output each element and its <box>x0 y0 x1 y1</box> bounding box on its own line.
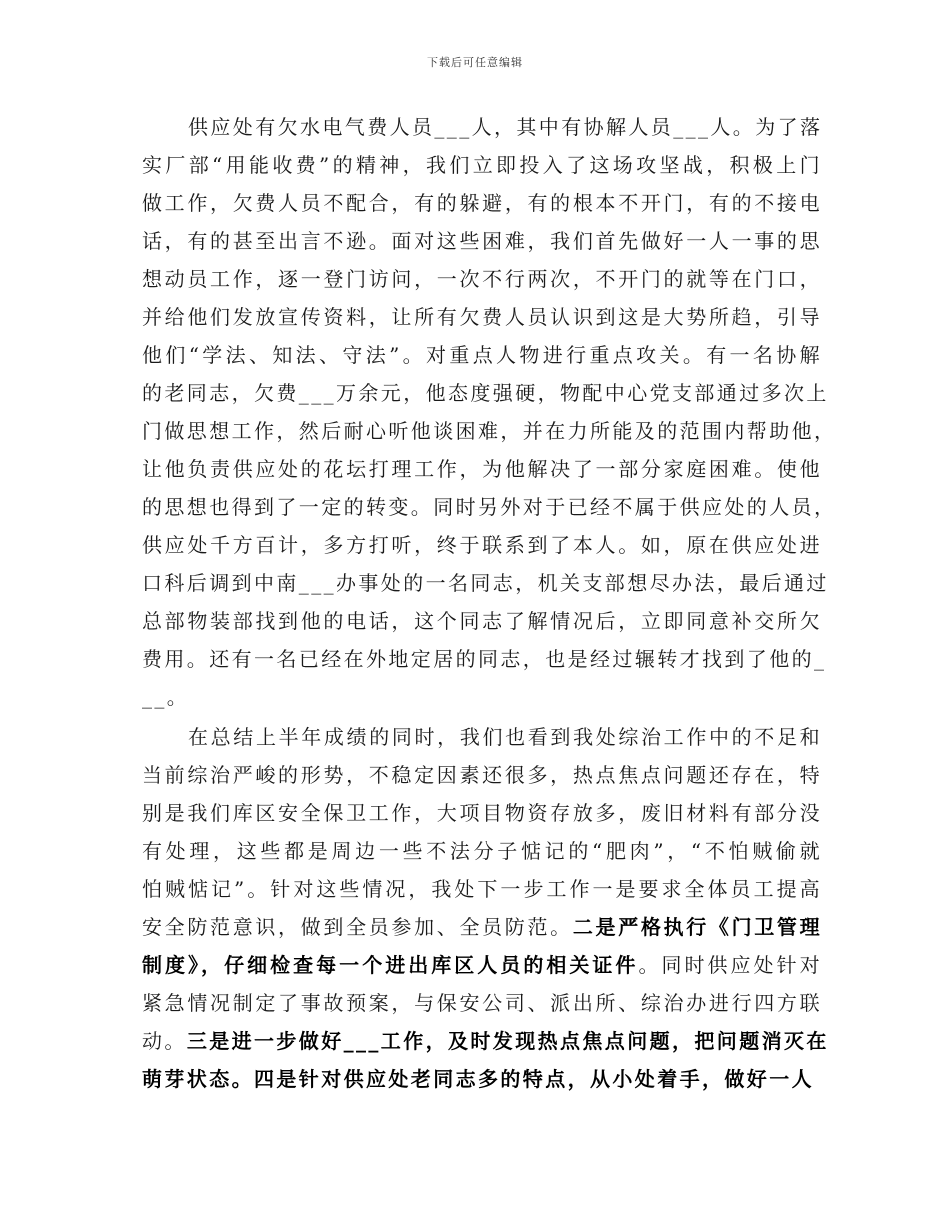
text-line <box>142 336 822 374</box>
text-line <box>142 908 822 946</box>
text-run: 门做思想工作，然后耐心听他谈困难，并在力所能及的范围内帮助他， <box>142 419 837 443</box>
text-run: 实厂部“用能收费”的精神，我们立即投入了这场攻坚战，积极上门 <box>142 153 822 177</box>
text-line <box>142 412 837 450</box>
text-line <box>142 146 822 184</box>
bold-text: 制度》，仔细检查每一个进出库区人员的相关证件 <box>142 953 639 977</box>
bold-text: 三是进一步做好___工作，及时发现热点焦点问题，把问题消灭在 <box>186 1029 829 1053</box>
text-run: 的老同志，欠费___万余元，他态度强硬，物配中心党支部通过多次上 <box>142 381 829 405</box>
text-line <box>142 870 822 908</box>
text-run: 供应处千方百计，多方打听，终于联系到了本人。如，原在供应处进 <box>142 533 822 557</box>
text-line <box>142 832 822 870</box>
text-line <box>142 1022 829 1060</box>
paragraph <box>142 108 837 716</box>
text-line <box>142 184 822 222</box>
text-line <box>142 222 822 260</box>
text-line <box>142 488 837 526</box>
text-run: 怕贼惦记”。针对这些情况，我处下一步工作一是要求全体员工提高 <box>142 877 822 901</box>
text-line <box>142 984 822 1022</box>
text-run: 有处理，这些都是周边一些不法分子惦记的“肥肉”，“不怕贼偷就 <box>142 839 822 863</box>
text-line <box>142 602 822 640</box>
text-run: __。 <box>142 685 190 709</box>
document-body <box>142 108 837 1098</box>
text-line <box>142 678 822 716</box>
text-run: 安全防范意识，做到全员参加、全员防范。 <box>142 915 573 939</box>
text-line <box>142 298 822 336</box>
text-run: 当前综治严峻的形势，不稳定因素还很多，热点焦点问题还存在，特 <box>142 763 822 787</box>
text-run: 并给他们发放宣传资料，让所有欠费人员认识到这是大势所趋，引导 <box>142 305 822 329</box>
text-run: 。同时供应处针对 <box>638 953 822 977</box>
text-line <box>142 718 822 756</box>
text-run: 让他负责供应处的花坛打理工作，为他解决了一部分家庭困难。使他 <box>142 457 822 481</box>
text-line <box>142 794 822 832</box>
text-line <box>142 374 829 412</box>
text-line <box>142 260 822 298</box>
text-line <box>142 108 822 146</box>
text-run: 总部物装部找到他的电话，这个同志了解情况后，立即同意补交所欠 <box>142 609 822 633</box>
text-run: 口科后调到中南___办事处的一名同志，机关支部想尽办法，最后通过 <box>142 571 829 595</box>
text-run: 紧急情况制定了事故预案，与保安公司、派出所、综治办进行四方联 <box>142 991 822 1015</box>
text-run: 做工作，欠费人员不配合，有的躲避，有的根本不开门，有的不接电 <box>142 191 822 215</box>
text-run: 想动员工作，逐一登门访问，一次不行两次，不开门的就等在门口， <box>142 267 822 291</box>
text-line <box>142 946 822 984</box>
text-run: 费用。还有一名已经在外地定居的同志，也是经过辗转才找到了他的_ <box>142 647 827 671</box>
text-line <box>142 756 822 794</box>
bold-text: 萌芽状态。四是针对供应处老同志多的特点，从小处着手，做好一人 <box>142 1067 814 1091</box>
text-run: 的思想也得到了一定的转变。同时另外对于已经不属于供应处的人员， <box>142 495 837 519</box>
text-run: 动。 <box>142 1029 187 1053</box>
text-line <box>142 564 829 602</box>
paragraph <box>142 718 829 1098</box>
text-line <box>142 640 827 678</box>
text-run: 在总结上半年成绩的同时，我们也看到我处综治工作中的不足和 <box>188 725 822 749</box>
page-header: 下载后可任意编辑 <box>427 56 523 69</box>
text-run: 别是我们库区安全保卫工作，大项目物资存放多，废旧材料有部分没 <box>142 801 822 825</box>
text-run: 话，有的甚至出言不逊。面对这些困难，我们首先做好一人一事的思 <box>142 229 822 253</box>
text-line <box>142 450 822 488</box>
text-line <box>142 1060 822 1098</box>
bold-text: 二是严格执行《门卫管理 <box>572 915 822 939</box>
text-run: 他们“学法、知法、守法”。对重点人物进行重点攻关。有一名协解 <box>142 343 822 367</box>
text-line <box>142 526 822 564</box>
text-run: 供应处有欠水电气费人员___人，其中有协解人员___人。为了落 <box>188 115 823 139</box>
